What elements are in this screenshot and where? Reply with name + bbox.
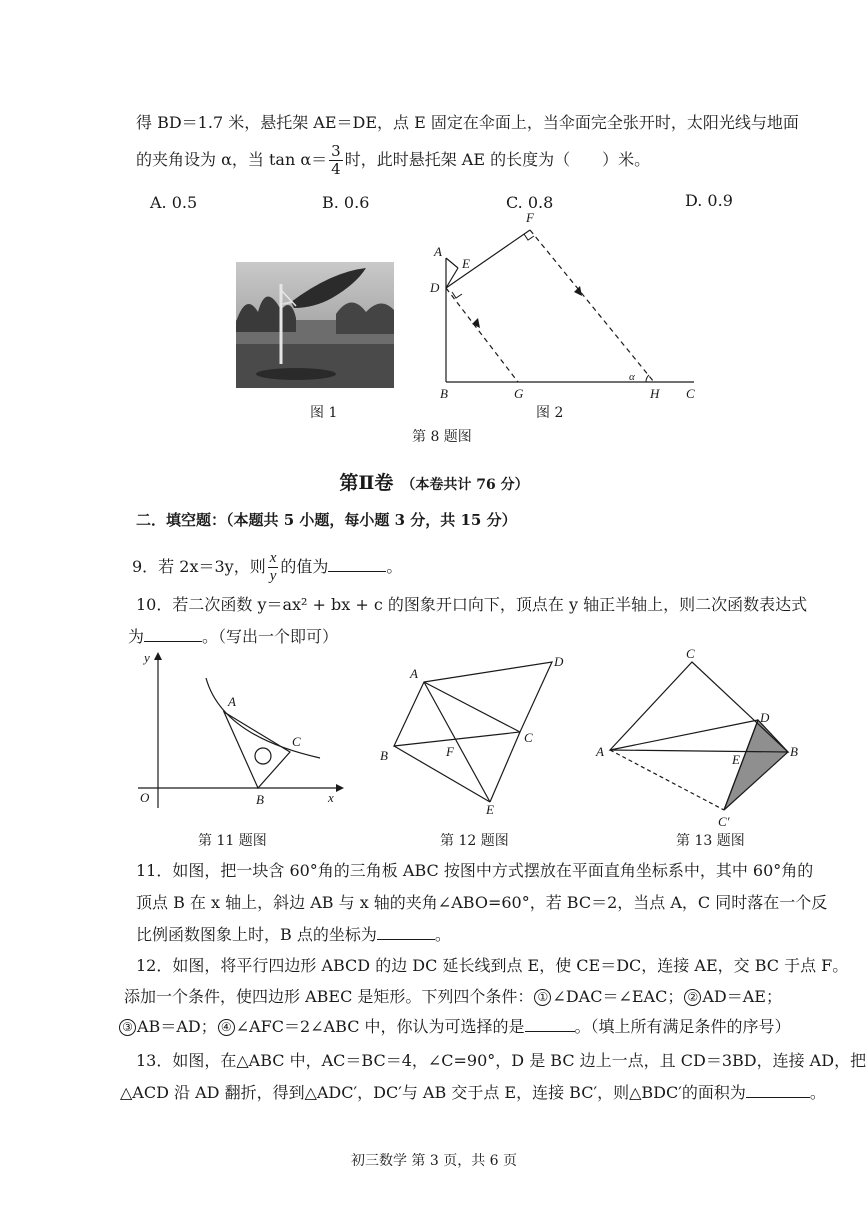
fig2-label-e: E (462, 256, 470, 271)
fig12-diagram (376, 654, 572, 814)
q11-line2: 顶点 B 在 x 轴上，斜边 AB 与 x 轴的夹角∠ABO=60°，若 BC＝2，当点 A，C 同时落在一个反 (136, 893, 828, 912)
q10-line1: 10．若二次函数 y＝ax² + bx + c 的图象开口向下，顶点在 y 轴正半轴上，则二次函数表达式 (136, 595, 808, 614)
fig2-label-b: B (440, 386, 448, 401)
fig2-arrow-2 (574, 286, 582, 296)
fig2-label-f: F (526, 210, 534, 225)
section-title: 第Ⅱ卷 (339, 472, 394, 494)
q13-line2-a: △ACD 沿 AD 翻折，得到△ADC′，DC′与 AB 交于点 E，连接 BC′，则△BDC′的面积为 (120, 1083, 746, 1102)
q9-text-end: 。 (386, 557, 403, 576)
fig13-label-a: A (596, 744, 604, 759)
q8-option-d: D. 0.9 (685, 191, 733, 210)
fig2-arm-de (446, 268, 458, 288)
q12-condition-3-marker: ③ (119, 1019, 136, 1036)
q8-line2-a: 的夹角设为 α，当 tan α＝ (136, 150, 328, 169)
q8-line2 (136, 140, 650, 180)
fig11-label-c: C (292, 734, 301, 749)
fig11-diagram (130, 648, 344, 810)
fig11-label-y: y (144, 650, 150, 665)
q12-condition-4-marker: ④ (218, 1019, 235, 1036)
fig12-label-c: C (524, 730, 533, 745)
q12-condition-3: AB＝AD； (137, 1017, 217, 1036)
q13-line2-b: 。 (809, 1083, 826, 1102)
section-subtitle: （本卷共计 76 分） (401, 477, 529, 493)
tan-fraction-numerator: 3 (331, 142, 341, 160)
q12-line2 (124, 986, 782, 1008)
q12-answer-blank[interactable] (525, 1031, 575, 1032)
fig12-caption: 第 12 题图 (440, 833, 509, 849)
fig11-hyperbola (206, 678, 320, 758)
fig12-be (394, 746, 490, 802)
fig13-label-c-prime: C′ (718, 814, 730, 829)
q9-fraction-denominator: y (269, 568, 277, 584)
fig13-ad (610, 720, 758, 750)
q13-answer-blank[interactable] (746, 1097, 810, 1098)
section-header (0, 470, 868, 498)
q11-line3-a: 比例函数图象上时，B 点的坐标为 (136, 925, 377, 944)
q12-line3 (118, 1016, 791, 1038)
fig13-ac2 (610, 750, 724, 810)
q11-line3 (136, 924, 451, 946)
fig2-arm-ae (446, 258, 458, 268)
q8-line1: 得 BD＝1.7 米，悬托架 AE＝DE，点 E 固定在伞面上，当伞面完全张开时，太阳光线与地面 (136, 113, 799, 132)
q8-line2-b: 时，此时悬托架 AE 的长度为（ ）米。 (344, 150, 651, 169)
fig12-label-f: F (446, 744, 454, 759)
q9-answer-blank[interactable] (328, 571, 386, 572)
q10-line2 (128, 626, 338, 648)
fig2-label-g: G (514, 386, 524, 401)
fig11-caption: 第 11 题图 (198, 833, 267, 849)
fig11-x-arrow (336, 784, 344, 792)
fig13-label-c: C (686, 646, 695, 661)
q12-line1: 12．如图，将平行四边形 ABCD 的边 DC 延长线到点 E，使 CE＝DC，连接 AE，交 BC 于点 F。 (136, 956, 849, 975)
q11-line3-b: 。 (434, 925, 451, 944)
q11-line1: 11．如图，把一块含 60°角的三角板 ABC 按图中方式摆放在平面直角坐标系中，其中 60°角的 (136, 861, 814, 880)
fig1-caption: 图 1 (310, 405, 338, 421)
fig2-diagram (428, 208, 700, 404)
fig2-label-h: H (650, 386, 660, 401)
q10-line2-b: 。（写出一个即可） (202, 627, 339, 646)
fig11-label-b: B (256, 792, 264, 807)
fig13-caption: 第 13 题图 (676, 833, 745, 849)
page-footer: 初三数学 第 3 页，共 6 页 (350, 1153, 518, 1169)
q13-line1: 13．如图，在△ABC 中，AC＝BC＝4，∠C=90°，D 是 BC 边上一点，且 CD＝3BD，连接 AD，把 (136, 1051, 867, 1070)
q9-text-b: 的值为 (280, 557, 329, 576)
q9-text-a: 9．若 2x＝3y，则 (132, 557, 266, 576)
q10-line2-a: 为 (128, 627, 145, 646)
fig12-label-b: B (380, 748, 388, 763)
fill-blank-heading: 二．填空题：（本题共 5 小题，每小题 3 分，共 15 分） (136, 511, 517, 529)
fig12-label-d: D (554, 654, 564, 669)
fig11-y-arrow (154, 652, 162, 660)
q9-fraction-numerator: x (269, 550, 277, 566)
umbrella-photo (236, 262, 394, 388)
q8-figure-caption: 第 8 题图 (412, 429, 472, 445)
fig2-angle-arc (646, 375, 649, 382)
fig12-label-e: E (486, 802, 494, 814)
q9 (132, 546, 402, 588)
tan-fraction-denominator: 4 (331, 160, 341, 178)
q13-line2 (120, 1082, 826, 1104)
fig13-diagram (592, 646, 808, 830)
fig13-label-e: E (732, 752, 740, 767)
q10-answer-blank[interactable] (144, 641, 202, 642)
q9-fraction (268, 551, 279, 584)
q8-option-a: A. 0.5 (150, 193, 198, 212)
fig2-sunray-dg (446, 288, 518, 382)
fig12-ce (490, 732, 520, 802)
fig2-umbrella-face (446, 230, 530, 288)
q8-option-b: B. 0.6 (322, 193, 370, 212)
fig11-label-x: x (328, 790, 334, 805)
fig2-caption: 图 2 (536, 405, 564, 421)
fig2-right-angle-f (524, 234, 534, 240)
fig13-label-d: D (760, 710, 770, 725)
q12-condition-2-marker: ② (684, 989, 701, 1006)
q12-line2-a: 添加一个条件，使四边形 ABEC 是矩形。下列四个条件： (124, 987, 534, 1006)
tan-fraction (329, 144, 343, 177)
fig2-label-alpha: α (629, 371, 635, 383)
fig11-label-o: O (140, 790, 150, 805)
fig12-label-a: A (410, 666, 418, 681)
fig2-label-a: A (434, 244, 442, 259)
fig2-sunray-fh (530, 230, 654, 382)
fig11-circle-hole (255, 748, 271, 764)
fig11-label-a: A (228, 694, 236, 709)
fig2-label-d: D (430, 280, 440, 295)
fig13-label-b: B (790, 744, 798, 759)
q12-condition-1: ∠DAC＝∠EAC； (552, 987, 684, 1006)
q12-condition-1-marker: ① (534, 989, 551, 1006)
fig2-label-c: C (686, 386, 695, 401)
q12-condition-2: AD＝AE； (702, 987, 782, 1006)
q8-option-c: C. 0.8 (506, 193, 554, 212)
q12-condition-4: ∠AFC＝2∠ABC 中，你认为可选择的是 (235, 1017, 525, 1036)
q11-answer-blank[interactable] (377, 939, 435, 940)
q12-line3-end: 。（填上所有满足条件的序号） (574, 1017, 791, 1036)
